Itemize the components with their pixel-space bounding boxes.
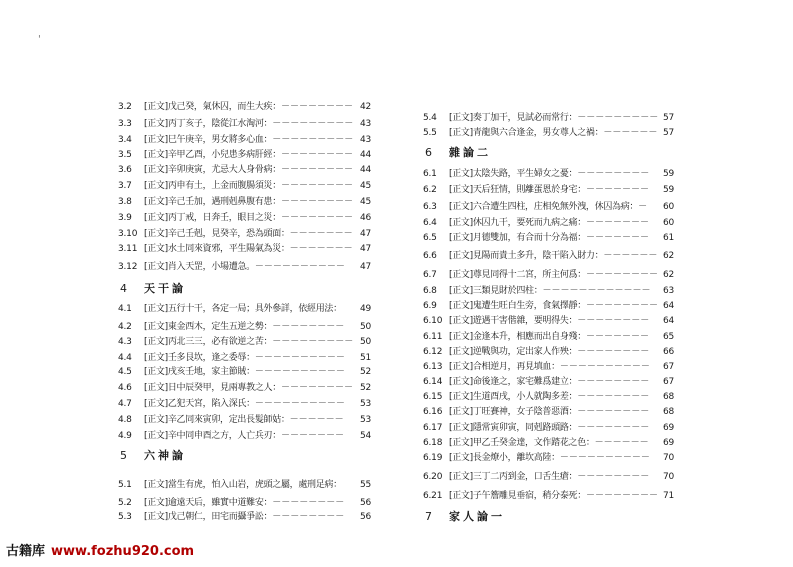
toc-entry xyxy=(423,361,677,373)
leader-dashes: －－－－－－－－ xyxy=(280,181,353,191)
entry-text: [正文]青龍與六合逢金，男女尊人之禍： xyxy=(449,128,604,138)
entry-text: [正文]尊見同得十二宮，所主何爲： xyxy=(449,270,586,280)
toc-entry xyxy=(423,217,677,229)
leader-dashes: －－－－－－－－－－ xyxy=(559,362,650,372)
entry-number: 6.11 xyxy=(423,332,443,342)
toc-entry xyxy=(118,382,374,394)
page-number: 59 xyxy=(663,185,675,195)
toc-entry xyxy=(423,471,677,483)
toc-entry xyxy=(118,336,374,348)
entry-number: 6.10 xyxy=(423,316,443,326)
entry-number: 5.5 xyxy=(423,128,437,138)
entry-number: 3.9 xyxy=(118,213,132,223)
entry-text: [正文]東金西木，定生五逆之勢： xyxy=(144,322,273,332)
entry-number: 3.8 xyxy=(118,197,132,207)
page-number: 57 xyxy=(663,128,675,138)
entry-number: 3.11 xyxy=(118,244,138,254)
section-number: 5 xyxy=(120,449,127,462)
entry-number: 6.12 xyxy=(423,347,443,357)
entry-text: [正文]天后狂情，則離蛋恩於身宅： xyxy=(449,185,586,195)
entry-number: 4.2 xyxy=(118,322,132,332)
toc-entry xyxy=(423,300,677,312)
page-number: 62 xyxy=(663,251,675,261)
leader-dashes: －－－－－－－ xyxy=(585,218,649,228)
leader-dashes: －－－－－－－－ xyxy=(272,322,345,332)
leader-dashes: －－－－－－－－－ xyxy=(272,337,354,347)
entry-number: 6.8 xyxy=(423,286,437,296)
entry-text: [正文]當生有虎，怕入山岩，虎頭之屬，處刑足病： xyxy=(144,480,342,490)
page-number: 52 xyxy=(360,383,372,393)
page-number: 43 xyxy=(360,119,372,129)
page-number: 67 xyxy=(663,377,675,387)
leader-dashes: －－－－－－－－ xyxy=(272,512,345,522)
entry-number: 6.5 xyxy=(423,233,437,243)
toc-entry xyxy=(423,391,677,403)
entry-text: [正文]辛中同申酉之方，人亡兵刃： xyxy=(144,431,281,441)
entry-number: 6.7 xyxy=(423,270,437,280)
page-number: 44 xyxy=(360,165,372,175)
page-number: 44 xyxy=(360,150,372,160)
toc-entry xyxy=(118,149,374,161)
page-number: 64 xyxy=(663,301,675,311)
page-number: 54 xyxy=(360,431,372,441)
toc-entry xyxy=(118,479,374,491)
entry-number: 4.1 xyxy=(118,304,132,314)
toc-entry xyxy=(118,212,374,224)
leader-dashes: －－－－－－－－－－ xyxy=(254,353,345,363)
toc-entry xyxy=(118,118,374,130)
entry-number: 4.9 xyxy=(118,431,132,441)
page-number: 47 xyxy=(360,229,372,239)
leader-dashes: －－－－－－ xyxy=(594,438,649,448)
toc-entry xyxy=(423,422,677,434)
leader-dashes: －－－－－－－－ xyxy=(280,383,353,393)
entry-text: [正文]辛乙同來寅卯，定出長髮師姑： xyxy=(144,415,290,425)
toc-entry xyxy=(423,269,677,281)
page-number: 46 xyxy=(360,213,372,223)
leader-dashes: －－－－－－－－ xyxy=(577,316,650,326)
entry-text: [正文]合相逆月，再見填血： xyxy=(449,362,560,372)
entry-number: 6.18 xyxy=(423,438,443,448)
leader-dashes: －－－－－－－－ xyxy=(280,165,353,175)
page-number: 50 xyxy=(360,322,372,332)
entry-number: 3.10 xyxy=(118,229,138,239)
page-number: 53 xyxy=(360,399,372,409)
entry-number: 3.6 xyxy=(118,165,132,175)
page-number: 43 xyxy=(360,135,372,145)
entry-text: [正文]丙丁戒，日奔壬，眼目之災： xyxy=(144,213,281,223)
watermark-url[interactable]: www.fozhu920.com xyxy=(51,544,195,559)
entry-text: [正文]辛卯庚寅，尤忌大人身骨病： xyxy=(144,165,281,175)
page-number: 70 xyxy=(663,472,675,482)
page-number: 47 xyxy=(360,244,372,254)
entry-text: [正文]五行十干，各定一局；具外參詳，依經用法： xyxy=(144,304,342,314)
toc-entry xyxy=(118,180,374,192)
toc-entry xyxy=(118,497,374,509)
entry-number: 4.7 xyxy=(118,399,132,409)
toc-entry xyxy=(118,398,374,410)
entry-text: [正文]生道酉戌，小人就陶多差： xyxy=(449,392,578,402)
entry-text: [正文]子午簷雕見垂宿，稍分泰死： xyxy=(449,491,586,501)
section-title: 六神論 xyxy=(144,449,186,462)
entry-number: 6.20 xyxy=(423,472,443,482)
page-number: 47 xyxy=(360,262,372,272)
leader-dashes: －－－－－－－ xyxy=(585,185,649,195)
page-number: 70 xyxy=(663,453,675,463)
toc-entry xyxy=(423,376,677,388)
section-title: 天干論 xyxy=(144,282,186,295)
entry-number: 3.3 xyxy=(118,119,132,129)
entry-text: [正文]命後逢之，家宅難爲建立： xyxy=(449,377,578,387)
entry-text: [正文]水土同來資邪，平生陽氣為災： xyxy=(144,244,290,254)
toc-entry xyxy=(118,511,374,523)
toc-entry xyxy=(118,366,374,378)
leader-dashes: －－－－－－－ xyxy=(289,229,353,239)
entry-text: [正文]日中辰癸甲，見兩專教之人： xyxy=(144,383,281,393)
leader-dashes: －－－－－－－－－ xyxy=(272,135,354,145)
toc-entry xyxy=(423,437,677,449)
section-title: 雜論二 xyxy=(449,146,491,159)
entry-number: 6.3 xyxy=(423,202,437,212)
leader-dashes: － xyxy=(638,202,648,212)
section-number: 4 xyxy=(120,282,127,295)
leader-dashes: －－－－－－－－ xyxy=(585,301,658,311)
entry-text: [正文]辛甲乙酉，小兒患多病肝經： xyxy=(144,150,281,160)
section-number: 6 xyxy=(425,146,432,159)
toc-entry xyxy=(118,164,374,176)
page-number: 51 xyxy=(360,353,372,363)
entry-text: [正文]丙北三三，必有欲逆之苦： xyxy=(144,337,273,347)
page-number: 68 xyxy=(663,392,675,402)
entry-text: [正文]甲乙壬癸金達，文作踏花之色： xyxy=(449,438,595,448)
page-number: 69 xyxy=(663,438,675,448)
entry-text: [正文]辛己壬剋，見癸辛，恐為頭面： xyxy=(144,229,290,239)
page-number: 62 xyxy=(663,270,675,280)
page-number: 50 xyxy=(360,337,372,347)
page-number: 67 xyxy=(663,362,675,372)
toc-entry xyxy=(118,261,374,273)
toc-entry xyxy=(423,127,677,139)
page-number: 55 xyxy=(360,480,372,490)
leader-dashes: －－－－－－－－ xyxy=(272,498,345,508)
entry-text: [正文]遊遇干害偕雜，要明得失： xyxy=(449,316,578,326)
entry-number: 6.4 xyxy=(423,218,437,228)
leader-dashes: －－－－－－－－ xyxy=(577,392,650,402)
leader-dashes: －－－－－－－－－ xyxy=(272,119,354,129)
leader-dashes: －－－－－－ xyxy=(603,251,658,261)
entry-number: 4.4 xyxy=(118,353,132,363)
page-number: 71 xyxy=(663,491,675,501)
page-number: 53 xyxy=(360,415,372,425)
entry-number: 6.2 xyxy=(423,185,437,195)
entry-text: [正文]逆戰與功，定出家人作殃： xyxy=(449,347,578,357)
entry-text: [正文]巳午庚辛，男女將多心血： xyxy=(144,135,273,145)
toc-entry xyxy=(423,452,677,464)
page-number: 60 xyxy=(663,202,675,212)
toc-entry xyxy=(423,184,677,196)
entry-text: [正文]乙犯天宮，陷入深氏： xyxy=(144,399,255,409)
entry-text: [正文]六合遭生四柱，庄相免無外洩，休囚為病： xyxy=(449,202,639,212)
entry-text: [正文]休囚九干，要死而九病之痛： xyxy=(449,218,586,228)
toc-entry xyxy=(118,101,374,113)
leader-dashes: －－－－－－－－ xyxy=(585,491,658,501)
entry-number: 4.8 xyxy=(118,415,132,425)
entry-number: 6.16 xyxy=(423,407,443,417)
page-number: 68 xyxy=(663,407,675,417)
leader-dashes: －－－－－－ xyxy=(289,415,344,425)
entry-number: 6.14 xyxy=(423,377,443,387)
entry-number: 6.13 xyxy=(423,362,443,372)
leader-dashes: －－－－－－－－ xyxy=(577,407,650,417)
page-number: 56 xyxy=(360,498,372,508)
leader-dashes: －－－－－－－－ xyxy=(577,169,650,179)
toc-entry xyxy=(118,243,374,255)
page-number: 49 xyxy=(360,304,372,314)
entry-text: [正文]丁旺賽神，女子陰普惡酒： xyxy=(449,407,578,417)
toc-entry xyxy=(423,285,677,297)
page-number: 65 xyxy=(663,332,675,342)
entry-text: [正文]辛己壬加，遇刑剋鼻腹有患： xyxy=(144,197,281,207)
entry-text: [正文]鬼遭生旺白生旁，食氣擇靜： xyxy=(449,301,586,311)
entry-number: 6.17 xyxy=(423,423,443,433)
toc-entry xyxy=(423,250,677,262)
entry-number: 3.7 xyxy=(118,181,132,191)
leader-dashes: －－－－－－－－－－ xyxy=(254,399,345,409)
entry-number: 4.6 xyxy=(118,383,132,393)
toc-entry xyxy=(423,346,677,358)
toc-entry xyxy=(118,430,374,442)
leader-dashes: －－－－－－－－ xyxy=(577,472,650,482)
entry-number: 6.9 xyxy=(423,301,437,311)
entry-text: [正文]見陽而貴土多升，陰干陷入財力： xyxy=(449,251,604,261)
toc-entry xyxy=(118,303,374,315)
entry-number: 6.15 xyxy=(423,392,443,402)
toc-entry xyxy=(118,321,374,333)
page-number: 66 xyxy=(663,347,675,357)
watermark-site-name: 古籍库 xyxy=(6,544,46,559)
leader-dashes: －－－－－－－－ xyxy=(577,377,650,387)
entry-text: [正文]月德雙加，有合而十分為福： xyxy=(449,233,586,243)
entry-text: [正文]肖入天罡，小場遭急。 xyxy=(144,262,255,272)
toc-entry xyxy=(118,134,374,146)
leader-dashes: －－－－－－－ xyxy=(289,244,353,254)
entry-text: [正文]丙丁亥子，陰從江水淘河： xyxy=(144,119,273,129)
entry-text: [正文]金逢本升，相應而出自身殘： xyxy=(449,332,586,342)
entry-text: [正文]太陰失路，平生婦女之憂： xyxy=(449,169,578,179)
toc-entry xyxy=(423,406,677,418)
leader-dashes: －－－－－－－ xyxy=(280,431,344,441)
entry-number: 3.5 xyxy=(118,150,132,160)
entry-text: [正文]戊己癸，氣休囚，而生大疾： xyxy=(144,102,281,112)
toc-entry xyxy=(423,315,677,327)
leader-dashes: －－－－－－ xyxy=(603,128,658,138)
section-heading xyxy=(120,450,186,462)
page-number: 60 xyxy=(663,218,675,228)
entry-number: 5.1 xyxy=(118,480,132,490)
section-heading xyxy=(120,283,186,295)
leader-dashes: －－－－－－－－ xyxy=(280,150,353,160)
section-title: 家人論一 xyxy=(449,510,505,523)
entry-text: [正文]戌亥壬地，家主節賊： xyxy=(144,367,255,377)
page-number: 61 xyxy=(663,233,675,243)
toc-entry xyxy=(423,490,677,502)
entry-text: [正文]三丁二丙到金，口舌生瘡： xyxy=(449,472,578,482)
toc-entry xyxy=(118,196,374,208)
page-number: 52 xyxy=(360,367,372,377)
toc-entry xyxy=(423,168,677,180)
leader-dashes: －－－－－－－－ xyxy=(280,213,353,223)
leader-dashes: －－－－－－－－ xyxy=(577,347,650,357)
entry-text: [正文]丙申有土，上金而腹腸須災： xyxy=(144,181,281,191)
entry-number: 3.2 xyxy=(118,102,132,112)
leader-dashes: －－－－－－－－－－ xyxy=(254,262,345,272)
entry-text: [正文]戊己朝仁，田宅而攝爭訟： xyxy=(144,512,273,522)
page-number: 69 xyxy=(663,423,675,433)
page-number: 63 xyxy=(663,286,675,296)
entry-text: [正文]奏丁加干，見試必而常行： xyxy=(449,113,578,123)
toc-entry xyxy=(118,352,374,364)
page-number: 56 xyxy=(360,512,372,522)
section-number: 7 xyxy=(425,510,432,523)
leader-dashes: －－－－－－－－－－ xyxy=(254,367,345,377)
entry-text: [正文]三類見財於四柱： xyxy=(449,286,543,296)
scan-mark: ' xyxy=(38,34,41,45)
entry-number: 6.21 xyxy=(423,491,443,501)
leader-dashes: －－－－－－－－ xyxy=(280,197,353,207)
entry-number: 3.12 xyxy=(118,262,138,272)
entry-number: 6.1 xyxy=(423,169,437,179)
toc-entry xyxy=(118,414,374,426)
page-number: 57 xyxy=(663,113,675,123)
section-heading xyxy=(425,147,491,159)
entry-text: [正文]壬多艮坎，逢之委辱： xyxy=(144,353,255,363)
entry-number: 6.6 xyxy=(423,251,437,261)
toc-entry xyxy=(423,331,677,343)
entry-number: 5.4 xyxy=(423,113,437,123)
section-heading xyxy=(425,511,505,523)
entry-text: [正文]隱常寅卯寅，同剋路頭路： xyxy=(449,423,578,433)
leader-dashes: －－－－－－－－ xyxy=(577,423,650,433)
toc-entry xyxy=(423,112,677,124)
leader-dashes: －－－－－－－ xyxy=(585,233,649,243)
entry-number: 3.4 xyxy=(118,135,132,145)
entry-text: [正文]長金燎小，離坎高陸： xyxy=(449,453,560,463)
page-number: 42 xyxy=(360,102,372,112)
page-number: 59 xyxy=(663,169,675,179)
toc-entry xyxy=(118,228,374,240)
leader-dashes: －－－－－－－－－－－－ xyxy=(542,286,651,296)
entry-number: 6.19 xyxy=(423,453,443,463)
entry-number: 4.5 xyxy=(118,367,132,377)
leader-dashes: －－－－－－－－－ xyxy=(577,113,659,123)
site-watermark xyxy=(6,540,194,559)
entry-number: 5.3 xyxy=(118,512,132,522)
toc-entry xyxy=(423,201,677,213)
leader-dashes: －－－－－－－ xyxy=(585,332,649,342)
toc-entry xyxy=(423,232,677,244)
leader-dashes: －－－－－－－－－－ xyxy=(559,453,650,463)
entry-number: 5.2 xyxy=(118,498,132,508)
entry-number: 4.3 xyxy=(118,337,132,347)
page-number: 45 xyxy=(360,181,372,191)
page-number: 45 xyxy=(360,197,372,207)
leader-dashes: －－－－－－－－ xyxy=(280,102,353,112)
page-number: 64 xyxy=(663,316,675,326)
entry-text: [正文]逾遠天后，雖實中道難安： xyxy=(144,498,273,508)
leader-dashes: －－－－－－－－ xyxy=(585,270,658,280)
